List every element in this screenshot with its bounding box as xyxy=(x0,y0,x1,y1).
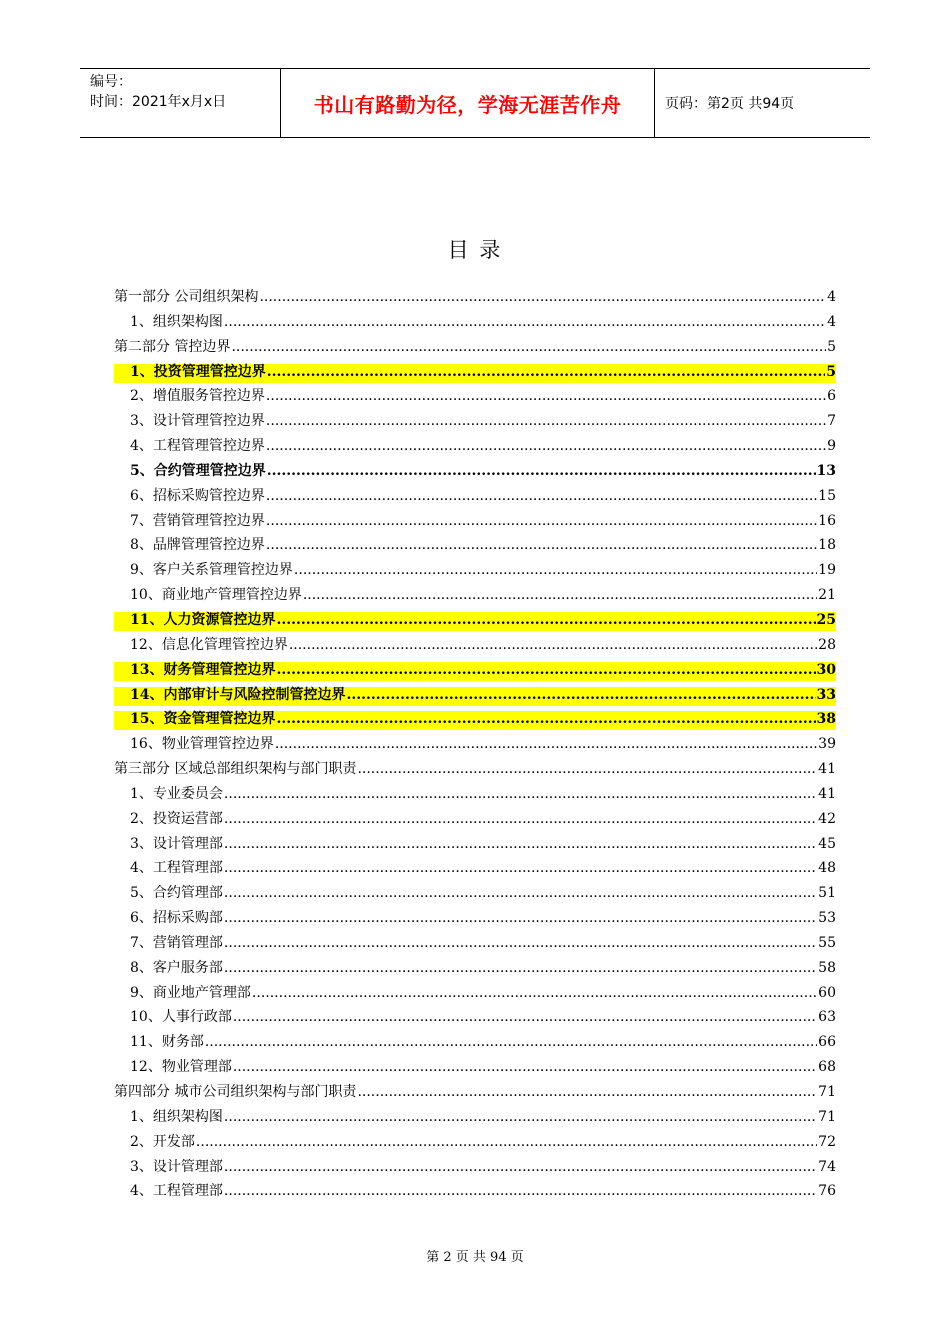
toc-entry[interactable] xyxy=(114,1081,836,1106)
toc-entry[interactable] xyxy=(114,361,836,386)
toc-entry-page: 7 xyxy=(827,413,836,430)
toc-entry-label: 6、招标采购管控边界 xyxy=(130,487,265,504)
toc-entry-page: 19 xyxy=(818,562,836,579)
toc-entry[interactable] xyxy=(114,857,836,882)
toc-entry[interactable] xyxy=(114,559,836,584)
table-of-contents xyxy=(114,286,836,1205)
toc-entry[interactable] xyxy=(114,1131,836,1156)
toc-leader-dots xyxy=(224,1159,817,1175)
toc-entry-label: 1、组织架构图 xyxy=(130,1108,223,1125)
toc-entry[interactable] xyxy=(114,982,836,1007)
toc-leader-dots xyxy=(224,1183,817,1199)
toc-entry[interactable] xyxy=(114,833,836,858)
toc-leader-dots xyxy=(224,314,826,330)
toc-entry-page: 4 xyxy=(827,289,836,305)
toc-entry-label: 2、投资运营部 xyxy=(130,810,223,827)
toc-entry[interactable] xyxy=(114,733,836,758)
toc-entry-page: 66 xyxy=(818,1034,836,1051)
toc-entry-label: 11、财务部 xyxy=(130,1034,204,1051)
toc-entry-page: 33 xyxy=(816,686,836,703)
toc-title-text: 目 录 xyxy=(447,238,503,262)
toc-leader-dots xyxy=(276,711,815,727)
toc-leader-dots xyxy=(259,289,826,305)
header-motto: 书山有路勤为径，学海无涯苦作舟 xyxy=(281,69,655,137)
toc-entry-label: 4、工程管理管控边界 xyxy=(130,438,265,455)
toc-entry-label: 10、人事行政部 xyxy=(130,1009,232,1026)
toc-entry[interactable] xyxy=(114,659,836,684)
toc-entry[interactable] xyxy=(114,932,836,957)
toc-entry[interactable] xyxy=(114,808,836,833)
toc-entry-page: 6 xyxy=(827,388,836,405)
toc-leader-dots xyxy=(233,1059,817,1075)
toc-leader-dots xyxy=(266,513,817,529)
header-page-info: 页码：第2页 共94页 xyxy=(665,96,795,112)
toc-entry-page: 5 xyxy=(827,338,836,355)
toc-entry-label: 第三部分 区域总部组织架构与部门职责 xyxy=(114,761,357,778)
toc-entry-page: 76 xyxy=(818,1183,836,1200)
toc-title xyxy=(0,234,950,264)
toc-entry[interactable] xyxy=(114,534,836,559)
toc-leader-dots xyxy=(252,985,817,1001)
toc-entry-page: 74 xyxy=(818,1158,836,1175)
toc-entry-label: 2、开发部 xyxy=(130,1133,195,1150)
header-number-label: 编号： xyxy=(90,74,132,90)
toc-entry-label: 4、工程管理部 xyxy=(130,860,223,877)
toc-entry[interactable] xyxy=(114,609,836,634)
toc-entry-page: 68 xyxy=(818,1059,836,1076)
toc-leader-dots xyxy=(224,910,817,926)
toc-entry[interactable] xyxy=(114,510,836,535)
toc-entry-label: 7、营销管理部 xyxy=(130,934,223,951)
toc-leader-dots xyxy=(266,388,826,404)
toc-entry-page: 58 xyxy=(818,959,836,976)
toc-entry[interactable] xyxy=(114,684,836,709)
toc-leader-dots xyxy=(233,1009,817,1025)
toc-leader-dots xyxy=(357,761,817,777)
toc-leader-dots xyxy=(267,364,826,380)
toc-entry-label: 8、品牌管理管控边界 xyxy=(130,537,265,554)
toc-entry-page: 30 xyxy=(816,661,836,678)
toc-entry-label: 5、合约管理管控边界 xyxy=(130,462,266,479)
toc-entry[interactable] xyxy=(114,882,836,907)
toc-leader-dots xyxy=(267,463,816,479)
toc-entry-page: 16 xyxy=(818,512,836,529)
toc-entry-page: 13 xyxy=(816,462,836,479)
toc-leader-dots xyxy=(224,935,817,951)
toc-leader-dots xyxy=(275,736,817,752)
toc-leader-dots xyxy=(276,662,815,678)
toc-entry-label: 12、物业管理部 xyxy=(130,1059,232,1076)
toc-entry-label: 5、合约管理部 xyxy=(130,885,223,902)
toc-entry-label: 第四部分 城市公司组织架构与部门职责 xyxy=(114,1084,357,1100)
toc-leader-dots xyxy=(196,1134,817,1150)
toc-leader-dots xyxy=(266,413,826,429)
toc-entry-label: 8、客户服务部 xyxy=(130,959,223,976)
toc-entry-page: 9 xyxy=(827,438,836,455)
toc-entry-page: 21 xyxy=(818,587,836,604)
toc-entry-page: 39 xyxy=(818,736,836,753)
toc-entry[interactable] xyxy=(114,783,836,808)
toc-entry-label: 7、营销管理管控边界 xyxy=(130,512,265,529)
toc-entry-page: 72 xyxy=(818,1133,836,1150)
toc-leader-dots xyxy=(346,687,815,703)
toc-entry-label: 12、信息化管理管控边界 xyxy=(130,636,288,653)
toc-entry-label: 2、增值服务管控边界 xyxy=(130,388,265,405)
toc-entry-page: 4 xyxy=(827,313,836,330)
toc-entry-label: 13、财务管理管控边界 xyxy=(130,661,276,678)
toc-entry-page: 42 xyxy=(818,810,836,827)
toc-entry[interactable] xyxy=(114,957,836,982)
toc-entry-label: 3、设计管理部 xyxy=(130,835,223,852)
toc-leader-dots xyxy=(294,562,817,578)
toc-entry[interactable] xyxy=(114,311,836,336)
toc-entry-page: 51 xyxy=(818,885,836,902)
toc-entry-page: 5 xyxy=(826,363,836,380)
toc-entry-label: 11、人力资源管控边界 xyxy=(130,611,276,628)
toc-entry-label: 15、资金管理管控边界 xyxy=(130,711,276,728)
header-meta xyxy=(80,69,281,137)
toc-entry-label: 9、商业地产管理部 xyxy=(130,984,251,1001)
toc-entry-page: 15 xyxy=(818,487,836,504)
toc-leader-dots xyxy=(224,836,817,852)
toc-entry[interactable] xyxy=(114,1031,836,1056)
toc-entry[interactable] xyxy=(114,1106,836,1131)
toc-entry[interactable] xyxy=(114,385,836,410)
toc-entry-page: 71 xyxy=(818,1108,836,1125)
toc-entry-label: 10、商业地产管理管控边界 xyxy=(130,587,302,604)
toc-entry[interactable] xyxy=(114,708,836,733)
toc-entry-page: 25 xyxy=(816,611,836,628)
toc-leader-dots xyxy=(231,339,826,355)
toc-entry-label: 第二部分 管控边界 xyxy=(114,338,231,355)
toc-entry[interactable] xyxy=(114,1180,836,1205)
toc-leader-dots xyxy=(224,811,817,827)
toc-leader-dots xyxy=(224,860,817,876)
toc-entry-page: 41 xyxy=(818,761,836,778)
toc-entry[interactable] xyxy=(114,758,836,783)
toc-leader-dots xyxy=(224,1109,817,1125)
toc-leader-dots xyxy=(224,786,817,802)
toc-entry-page: 41 xyxy=(818,785,836,802)
toc-entry-page: 71 xyxy=(818,1084,836,1100)
header-time-label: 时间：2021年x月x日 xyxy=(90,94,227,110)
toc-entry-label: 14、内部审计与风险控制管控边界 xyxy=(130,686,346,703)
toc-entry[interactable] xyxy=(114,1006,836,1031)
toc-entry[interactable] xyxy=(114,907,836,932)
toc-entry-page: 38 xyxy=(816,711,836,728)
toc-entry-label: 3、设计管理管控边界 xyxy=(130,413,265,430)
toc-entry-label: 1、专业委员会 xyxy=(130,785,223,802)
toc-leader-dots xyxy=(266,537,817,553)
toc-entry-page: 18 xyxy=(818,537,836,554)
toc-entry-label: 1、组织架构图 xyxy=(130,313,223,330)
toc-entry[interactable] xyxy=(114,435,836,460)
toc-entry-label: 第一部分 公司组织架构 xyxy=(114,289,259,305)
toc-leader-dots xyxy=(205,1034,817,1050)
toc-entry-label: 4、工程管理部 xyxy=(130,1183,223,1200)
toc-entry[interactable] xyxy=(114,584,836,609)
toc-leader-dots xyxy=(303,587,817,603)
toc-entry-page: 48 xyxy=(818,860,836,877)
document-header xyxy=(80,68,870,138)
toc-leader-dots xyxy=(289,637,817,653)
toc-entry[interactable] xyxy=(114,634,836,659)
toc-entry[interactable] xyxy=(114,286,836,311)
toc-entry-page: 53 xyxy=(818,910,836,927)
toc-leader-dots xyxy=(357,1084,817,1100)
toc-entry-page: 28 xyxy=(818,636,836,653)
toc-entry[interactable] xyxy=(114,410,836,435)
toc-entry-label: 3、设计管理部 xyxy=(130,1158,223,1175)
toc-leader-dots xyxy=(266,488,817,504)
toc-leader-dots xyxy=(276,612,815,628)
page-footer: 第 2 页 共 94 页 xyxy=(426,1250,524,1265)
toc-entry[interactable] xyxy=(114,1056,836,1081)
toc-entry[interactable] xyxy=(114,460,836,485)
toc-entry[interactable] xyxy=(114,485,836,510)
toc-leader-dots xyxy=(266,438,826,454)
toc-entry-page: 60 xyxy=(818,984,836,1001)
toc-leader-dots xyxy=(224,885,817,901)
toc-entry-page: 63 xyxy=(818,1009,836,1026)
toc-entry[interactable] xyxy=(114,1156,836,1181)
toc-entry[interactable] xyxy=(114,336,836,361)
toc-entry-page: 45 xyxy=(818,835,836,852)
toc-entry-page: 55 xyxy=(818,934,836,951)
toc-entry-label: 9、客户关系管理管控边界 xyxy=(130,562,293,579)
toc-leader-dots xyxy=(224,960,817,976)
toc-entry-label: 6、招标采购部 xyxy=(130,910,223,927)
toc-entry-label: 1、投资管理管控边界 xyxy=(130,363,266,380)
toc-entry-label: 16、物业管理管控边界 xyxy=(130,736,274,753)
